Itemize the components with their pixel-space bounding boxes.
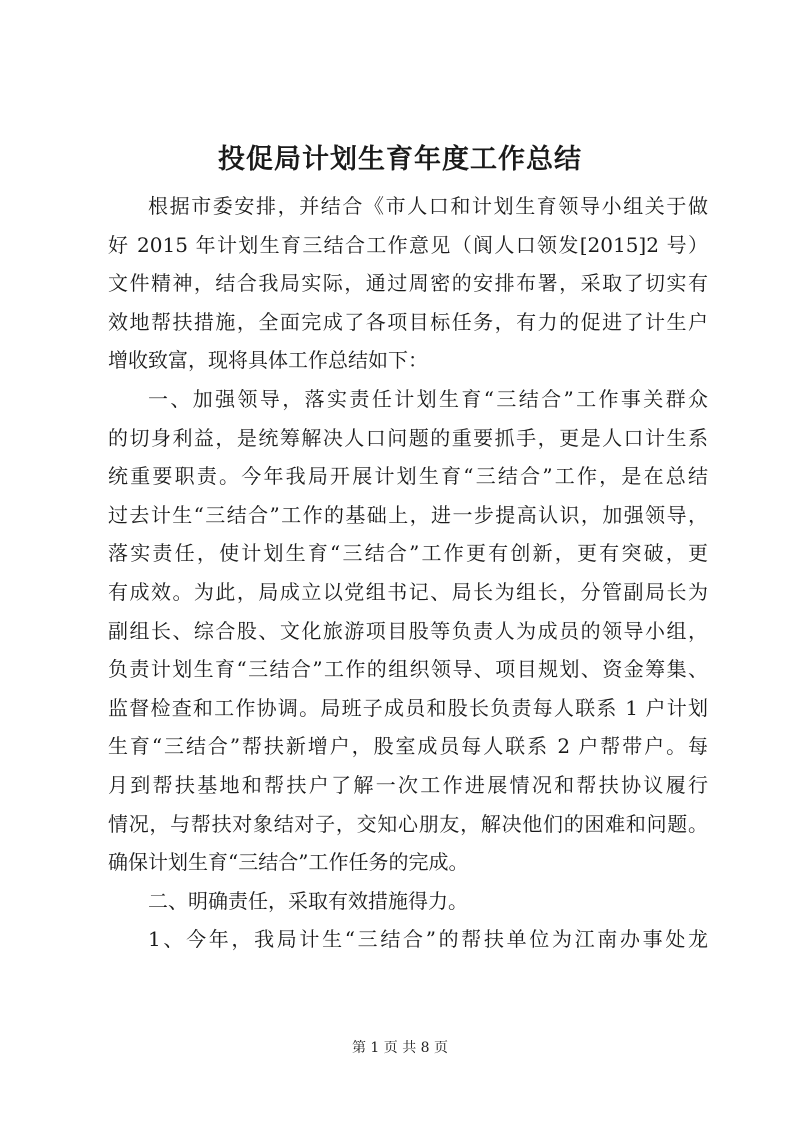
text-line: 统重要职责。今年我局开展计划生育“三结合”工作，是在总结 [108,464,708,489]
text-line: 有成效。为此，局成立以党组书记、局长为组长，分管副局长为 [108,579,708,604]
text-line: 1、今年，我局计生“三结合”的帮扶单位为江南办事处龙 [148,927,708,952]
text-line: 情况，与帮扶对象结对子，交知心朋友，解决他们的困难和问题。 [108,811,708,836]
text-line: 监督检查和工作协调。局班子成员和股长负责每人联系 1 户计划 [108,695,708,720]
document-body [108,187,708,959]
text-line: 月到帮扶基地和帮扶户了解一次工作进展情况和帮扶协议履行 [108,772,708,797]
text-line: 副组长、综合股、文化旅游项目股等负责人为成员的领导小组， [108,618,708,643]
text-line: 效地帮扶措施，全面完成了各项目标任务，有力的促进了计生户 [108,309,708,334]
text-line: 确保计划生育“三结合”工作任务的完成。 [108,850,469,875]
page-footer: 第 1 页 共 8 页 [351,1040,449,1056]
text-line: 的切身利益，是统筹解决人口问题的重要抓手，更是人口计生系 [108,425,708,450]
text-line: 根据市委安排，并结合《市人口和计划生育领导小组关于做 [148,194,708,218]
document-title: 投促局计划生育年度工作总结 [218,144,582,175]
text-line: 增收致富，现将具体工作总结如下： [108,348,428,373]
text-line: 生育“三结合”帮扶新增户，股室成员每人联系 2 户帮带户。每 [108,734,708,759]
text-line: 负责计划生育“三结合”工作的组织领导、项目规划、资金筹集、 [108,657,708,682]
text-line: 二、明确责任，采取有效措施得力。 [148,888,468,913]
text-line: 过去计生“三结合”工作的基础上，进一步提高认识，加强领导， [108,502,708,527]
text-line: 一、加强领导，落实责任计划生育“三结合”工作事关群众 [148,386,708,411]
text-line: 落实责任，使计划生育“三结合”工作更有创新，更有突破，更 [108,541,708,566]
text-line: 好 2015 年计划生育三结合工作意见（阆人口领发[2015]2 号） [108,232,708,257]
text-line: 文件精神，结合我局实际，通过周密的安排布署，采取了切实有 [108,271,708,296]
